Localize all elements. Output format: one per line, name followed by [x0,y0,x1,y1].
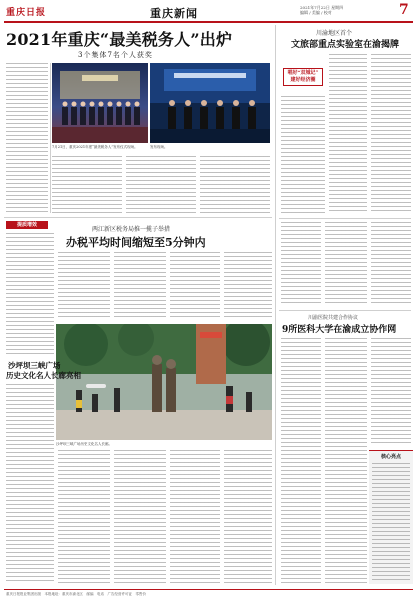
lead-headline: 2021年重庆“最美税务人”出炉 [6,30,233,49]
medical-kicker: 川渝医院共建合作协议 [308,315,359,321]
right-top-headline: 文旅部重点实验室在渝揭牌 [291,40,400,50]
footer-text: 重庆日报报业集团出版 本报地址：重庆市渝北区 邮编 电话 广告经营许可证 零售价 [6,592,146,596]
culture-headline-line2: 历史文化名人长廊亮相 [6,371,81,380]
right-divider-2 [279,310,411,311]
culture-body-col-2 [58,450,110,584]
lead-photo-stage [52,63,148,143]
section-title: 重庆新闻 [150,7,198,20]
campaign-tag [283,68,323,86]
right-mid-body-col-3 [371,222,411,306]
right-top-body-col-0 [281,96,325,214]
sidebar-body [372,463,410,581]
service-kicker: 两江新区税务局推一揽子举措 [92,226,171,233]
right-mid-body-col-2 [325,222,367,306]
right-mid-body-col-1 [281,222,321,306]
campaign-tag-line2: 建好经济圈 [290,77,316,83]
masthead-logo: 重庆日报 [6,8,47,18]
service-body-col-5 [224,252,272,320]
header-meta: 2021年7月22日 星期四 编辑 / 美编 / 校对 [300,5,344,15]
lead-bottom-rule [4,217,272,218]
lead-body-col-2 [52,156,122,213]
lead-subhead: 3个集体7名个人获奖 [78,51,153,59]
medical-headline: 9所医科大学在渝成立协作网 [282,325,397,335]
lead-body-col-4 [200,156,270,213]
culture-body-col-1 [6,384,54,584]
sidebar-box [369,450,413,584]
street-photo-graphic [56,324,272,440]
service-headline: 办税平均时间缩短至5分钟内 [66,236,206,249]
street-photo-caption: 沙坪坝三峡广场历史文化名人长廊。 [56,442,112,446]
culture-body-col-3 [114,450,166,584]
right-top-body-col-2 [371,54,411,214]
medical-body-col-3 [371,338,411,444]
stage-photo-graphic [52,63,148,143]
column-rule [50,63,51,213]
service-body-col-1 [6,233,54,355]
right-top-body-col-1 [329,54,367,214]
lead-photo1-caption: 7月21日，重庆2021年度“最美税务人”发布仪式现场。 [52,145,138,149]
right-top-kicker: 川渝地区首个 [316,30,353,37]
lead-body-col-3 [126,156,196,213]
service-body-col-2 [58,252,110,320]
page-number: 7 [399,2,409,18]
campaign-tag-line1: 唱好“双城记” [287,70,319,76]
section-divider [275,25,276,585]
service-tag [6,221,48,229]
lead-photo2-caption: 发布现场。 [150,145,168,149]
event-photo-graphic [150,63,270,143]
lead-body-col-1 [6,63,48,213]
header-rule [4,21,413,23]
medical-body-col-2 [325,338,367,584]
culture-headline-line1: 沙坪坝三峡广场 [8,361,61,370]
footer-rule [4,589,413,590]
right-divider-1 [279,218,411,219]
service-tag-label: 提质增效 [16,222,37,228]
culture-body-col-4 [170,450,220,584]
culture-body-col-5 [224,450,272,584]
service-body-col-3 [114,252,166,320]
sidebar-title: 核心亮点 [380,454,401,460]
street-photo [56,324,272,440]
medical-body-col-1 [281,338,321,584]
lead-photo-event [150,63,270,143]
service-body-col-4 [170,252,220,320]
